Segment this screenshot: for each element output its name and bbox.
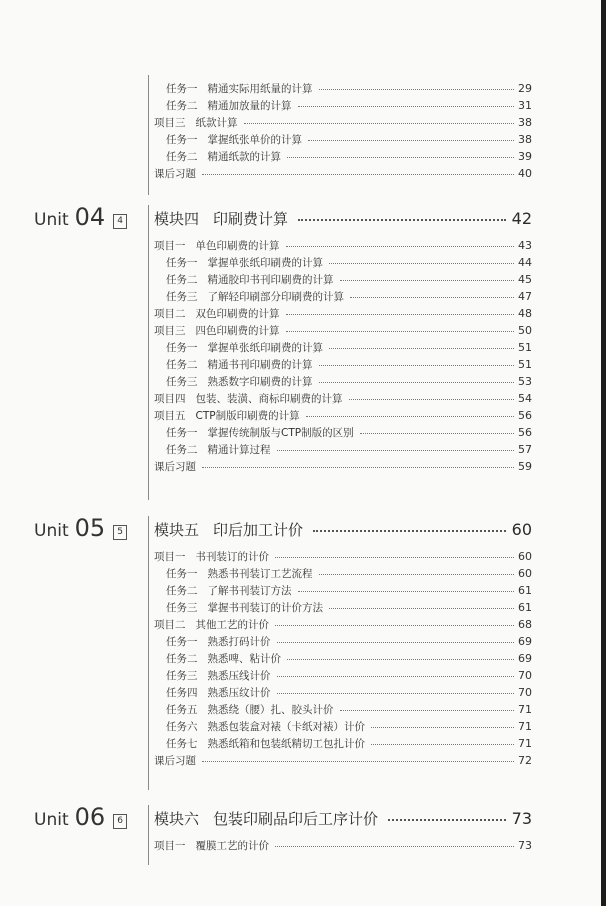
entry-title: 熟悉压纹计价 [207,687,271,699]
dot-leader [244,123,515,124]
page-number: 29 [518,82,532,95]
dot-leader [286,314,515,315]
unit-label [34,514,127,542]
entry-label: 课后习题 [154,461,196,473]
entry-title: 精通实际用纸量的计算 [207,83,313,95]
section-divider-line [148,75,149,195]
page-number: 44 [518,256,532,269]
unit-word: Unit [34,210,69,230]
entry-label: 任务三 [166,670,198,682]
page-number: 31 [518,99,532,112]
entry-title: 精通胶印书刊印刷费的计算 [207,274,334,286]
entry-title: CTP制版印刷费的计算 [195,410,300,422]
toc-project-entry[interactable] [154,752,532,769]
page-number: 56 [518,426,532,439]
toc-project-entry[interactable] [154,165,532,182]
module-title: 印刷费计算 [213,209,289,228]
dot-leader [287,157,514,158]
entry-label: 项目二 [154,619,186,631]
module-label: 模块四 [154,209,200,228]
entry-label: 任务四 [166,687,198,699]
toc-task-entry[interactable] [166,424,532,441]
page-number: 45 [518,273,532,286]
toc-task-entry[interactable] [166,339,532,356]
page-number: 51 [518,358,532,371]
page-number: 47 [518,290,532,303]
toc-task-entry[interactable] [166,97,532,114]
toc-task-entry[interactable] [166,373,532,390]
page-number: 40 [518,167,532,180]
entry-label: 项目五 [154,410,186,422]
toc-project-entry[interactable] [154,305,532,322]
page-number: 50 [518,324,532,337]
dot-leader [277,450,515,451]
entry-label: 任务七 [166,738,198,750]
entry-title: 熟悉数字印刷费的计算 [207,376,313,388]
dot-leader [287,659,514,660]
dot-leader [277,693,515,694]
unit-number: 04 [74,203,106,231]
toc-module-heading[interactable] [154,516,532,542]
page-number: 73 [511,808,532,828]
page-number: 42 [511,208,532,228]
page-number: 72 [518,754,532,767]
toc-task-entry[interactable] [166,667,532,684]
entry-label: 课后习题 [154,168,196,180]
unit-box-number: 4 [113,214,127,229]
page-number: 39 [518,150,532,163]
page-number: 71 [518,737,532,750]
toc-task-entry[interactable] [166,356,532,373]
page-number: 68 [518,618,532,631]
page-number: 51 [518,341,532,354]
page-number: 73 [518,839,532,852]
entry-title: 掌握书刊装订的计价方法 [207,602,323,614]
toc-project-entry[interactable] [154,407,532,424]
page-number: 71 [518,703,532,716]
entry-title: 掌握单张纸印刷费的计算 [207,342,323,354]
unit-word: Unit [34,521,69,541]
page-number: 59 [518,460,532,473]
entry-label: 任务一 [166,427,198,439]
page-number: 61 [518,601,532,614]
dot-leader [329,608,514,609]
dot-leader [308,140,514,141]
page-number: 43 [518,239,532,252]
entry-label: 任务二 [166,100,198,112]
dot-leader [313,530,506,532]
page-number: 54 [518,392,532,405]
page-number: 53 [518,375,532,388]
dot-leader [298,219,506,221]
page-number: 70 [518,686,532,699]
entry-title: 单色印刷费的计算 [195,240,280,252]
entry-label: 项目三 [154,117,186,129]
entry-title: 精通书刊印刷费的计算 [207,359,313,371]
dot-leader [388,819,506,821]
dot-leader [319,382,515,383]
entry-title: 熟悉打码计价 [207,636,271,648]
entry-label: 任务二 [166,444,198,456]
unit-word: Unit [34,810,69,830]
toc-task-entry[interactable] [166,80,532,97]
entry-title: 精通纸款的计算 [207,151,281,163]
toc-task-entry[interactable] [166,288,532,305]
toc-task-entry[interactable] [166,131,532,148]
unit-box-number: 5 [113,525,127,540]
entry-title: 掌握传统制版与CTP制版的区别 [207,427,354,439]
dot-leader [286,331,515,332]
dot-leader [360,433,514,434]
dot-leader [202,761,514,762]
entry-title: 其他工艺的计价 [195,619,269,631]
page-number: 70 [518,669,532,682]
entry-label: 任务二 [166,653,198,665]
page-number: 60 [511,519,532,539]
entry-title: 双色印刷费的计算 [195,308,280,320]
entry-label: 项目一 [154,240,186,252]
dot-leader [349,399,515,400]
dot-leader [371,744,514,745]
entry-title: 精通加放量的计算 [207,100,292,112]
page-number: 38 [518,116,532,129]
dot-leader [340,710,515,711]
toc-project-entry[interactable] [154,837,532,854]
toc-task-entry[interactable] [166,684,532,701]
page-number: 69 [518,652,532,665]
toc-project-entry[interactable] [154,616,532,633]
entry-label: 项目三 [154,325,186,337]
dot-leader [275,557,514,558]
entry-label: 任务三 [166,376,198,388]
entry-title: 四色印刷费的计算 [195,325,280,337]
module-label: 模块六 [154,809,200,828]
page-number: 38 [518,133,532,146]
toc-task-entry[interactable] [166,650,532,667]
entry-title: 了解书刊装订方法 [207,585,292,597]
entry-label: 任务二 [166,274,198,286]
entry-title: 掌握单张纸印刷费的计算 [207,257,323,269]
module-title: 包装印刷品印后工序计价 [213,809,379,828]
unit-box-number: 6 [113,814,127,829]
entry-label: 项目一 [154,840,186,852]
dot-leader [277,676,515,677]
dot-leader [202,174,514,175]
toc-project-entry[interactable] [154,114,532,131]
toc-task-entry[interactable] [166,441,532,458]
entry-label: 任务三 [166,291,198,303]
unit-label [34,803,127,831]
unit-number: 05 [74,514,106,542]
toc-project-entry[interactable] [154,237,532,254]
toc-task-entry[interactable] [166,565,532,582]
toc-project-entry[interactable] [154,390,532,407]
entry-label: 任务一 [166,134,198,146]
entry-title: 了解轻印刷部分印刷费的计算 [207,291,344,303]
dot-leader [298,591,515,592]
page-edge [601,0,606,906]
dot-leader [306,416,514,417]
dot-leader [275,846,514,847]
page-number: 69 [518,635,532,648]
entry-title: 书刊装订的计价 [195,551,269,563]
entry-title: 熟悉纸箱和包装纸精切工包扎计价 [207,738,365,750]
page-number: 57 [518,443,532,456]
dot-leader [371,727,514,728]
dot-leader [319,574,515,575]
toc-task-entry[interactable] [166,633,532,650]
page-number: 71 [518,720,532,733]
dot-leader [319,365,515,366]
dot-leader [329,348,514,349]
entry-label: 项目四 [154,393,186,405]
section-divider-line [148,516,149,790]
page-number: 60 [518,550,532,563]
entry-label: 任务一 [166,342,198,354]
toc-module-heading[interactable] [154,205,532,231]
dot-leader [329,263,514,264]
toc-project-entry[interactable] [154,322,532,339]
toc-task-entry[interactable] [166,599,532,616]
entry-label: 任务五 [166,704,198,716]
entry-title: 纸款计算 [195,117,238,129]
page-number: 48 [518,307,532,320]
dot-leader [202,467,514,468]
module-label: 模块五 [154,520,200,539]
entry-label: 任务一 [166,568,198,580]
page-number: 61 [518,584,532,597]
unit-label [34,203,127,231]
toc-task-entry[interactable] [166,254,532,271]
entry-label: 任务二 [166,151,198,163]
page-number: 60 [518,567,532,580]
entry-title: 熟悉啤、粘计价 [207,653,281,665]
entry-title: 熟悉包装盒对裱（卡纸对裱）计价 [207,721,365,733]
toc-task-entry[interactable] [166,735,532,752]
toc-task-entry[interactable] [166,148,532,165]
unit-number: 06 [74,803,106,831]
dot-leader [286,246,515,247]
section-divider-line [148,805,149,865]
entry-label: 课后习题 [154,755,196,767]
module-title: 印后加工计价 [213,520,304,539]
entry-label: 任务二 [166,585,198,597]
toc-task-entry[interactable] [166,718,532,735]
section-divider-line [148,205,149,500]
entry-title: 熟悉书刊装订工艺流程 [207,568,313,580]
entry-title: 掌握纸张单价的计算 [207,134,302,146]
toc-task-entry[interactable] [166,701,532,718]
entry-label: 项目一 [154,551,186,563]
entry-title: 精通计算过程 [207,444,271,456]
page-number: 56 [518,409,532,422]
entry-title: 熟悉绕（腰）扎、胶头计价 [207,704,334,716]
entry-label: 任务二 [166,359,198,371]
entry-label: 任务一 [166,83,198,95]
entry-title: 熟悉压线计价 [207,670,271,682]
entry-label: 任务一 [166,636,198,648]
toc-project-entry[interactable] [154,548,532,565]
entry-label: 任务六 [166,721,198,733]
dot-leader [298,106,515,107]
entry-label: 任务三 [166,602,198,614]
entry-title: 包装、装潢、商标印刷费的计算 [195,393,343,405]
entry-label: 项目二 [154,308,186,320]
toc-project-entry[interactable] [154,458,532,475]
toc-task-entry[interactable] [166,582,532,599]
dot-leader [319,89,515,90]
entry-title: 覆膜工艺的计价 [195,840,269,852]
dot-leader [340,280,515,281]
entry-label: 任务一 [166,257,198,269]
dot-leader [350,297,514,298]
toc-task-entry[interactable] [166,271,532,288]
toc-module-heading[interactable] [154,805,532,831]
dot-leader [277,642,515,643]
dot-leader [275,625,514,626]
